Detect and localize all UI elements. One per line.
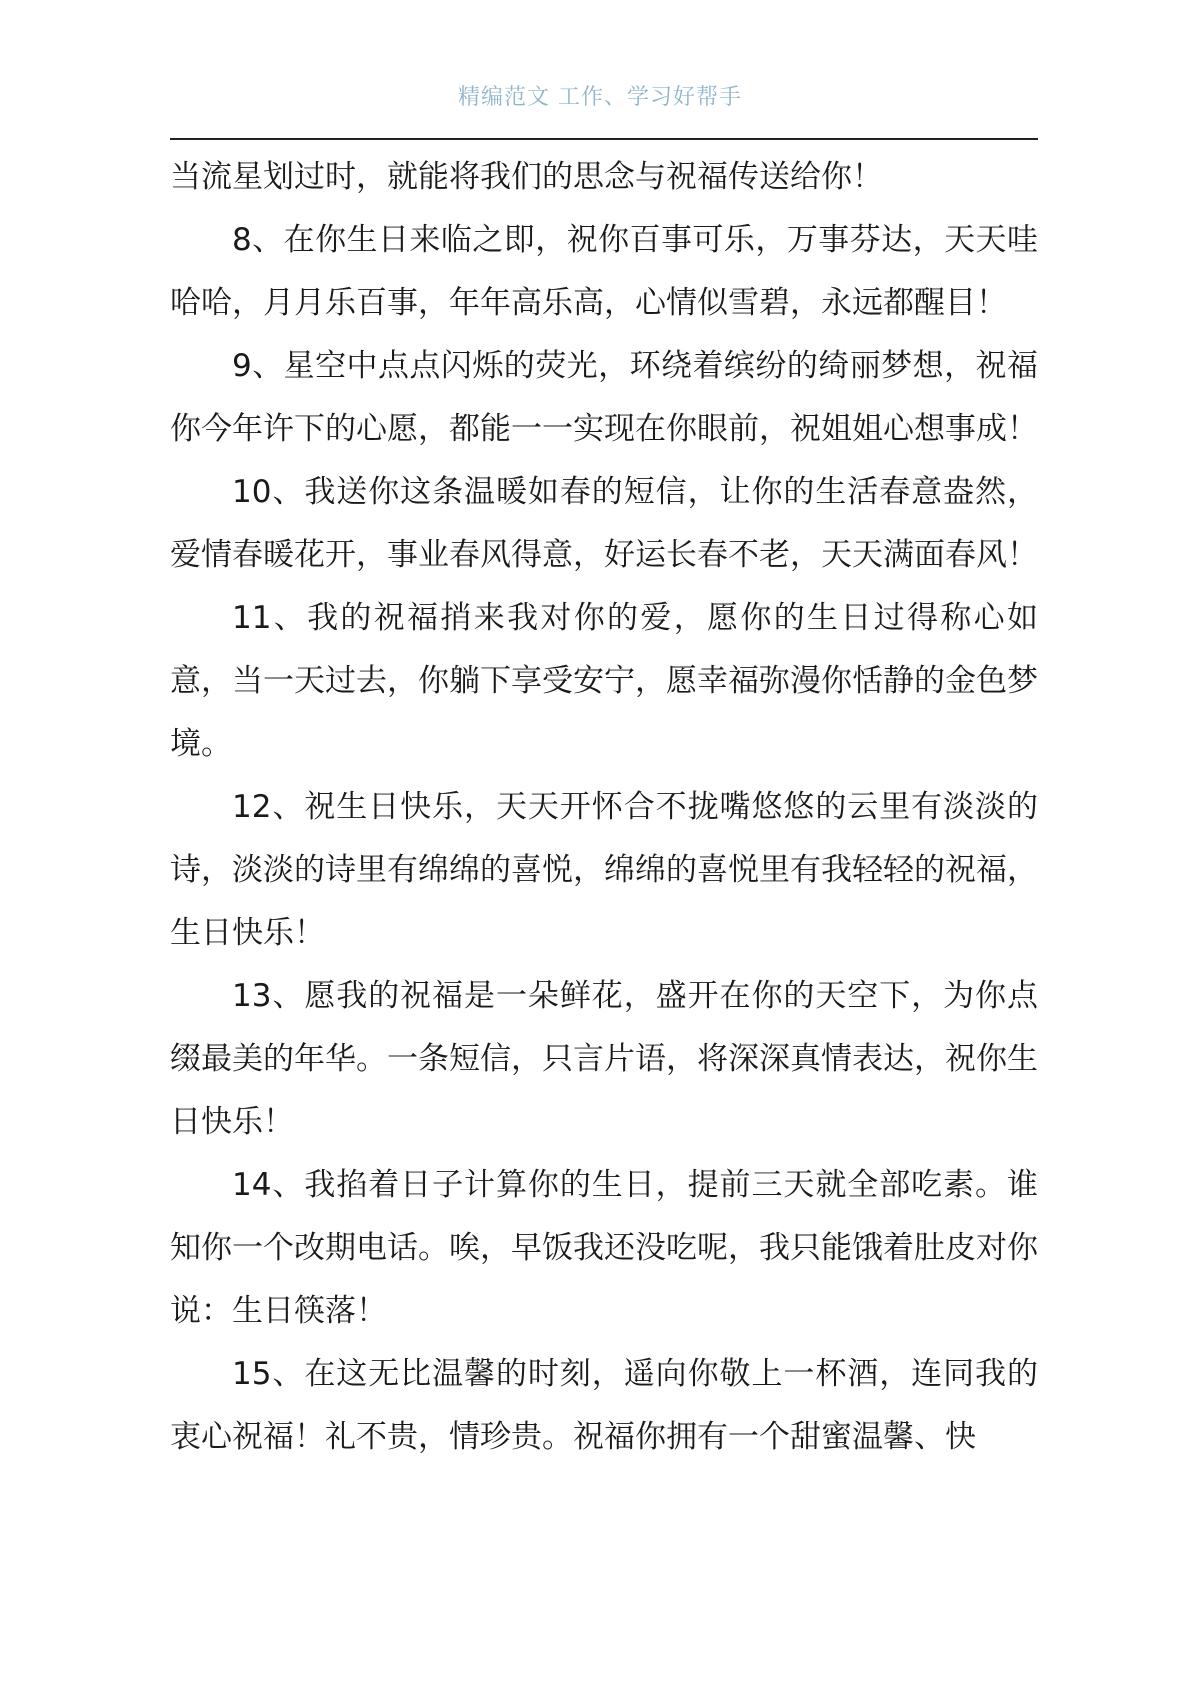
paragraph-12: 12、祝生日快乐，天天开怀合不拢嘴悠悠的云里有淡淡的诗，淡淡的诗里有绵绵的喜悦，绵绵的喜悦里有我轻轻的祝福，生日快乐！ [170,789,1038,951]
paragraph-14: 14、我掐着日子计算你的生日，提前三天就全部吃素。谁知你一个改期电话。唉，早饭我还没吃呢，我只能饿着肚皮对你说：生日筷落！ [170,1167,1038,1329]
paragraph-13: 13、愿我的祝福是一朵鲜花，盛开在你的天空下，为你点缀最美的年华。一条短信，只言片语，将深深真情表达，祝你生日快乐！ [170,978,1038,1140]
paragraph-10: 10、我送你这条温暖如春的短信，让你的生活春意盎然，爱情春暖花开，事业春风得意，好运长春不老，天天满面春风！ [170,474,1038,573]
paragraph-continuation: 当流星划过时，就能将我们的思念与祝福传送给你！ [170,159,883,195]
header-divider [170,138,1038,140]
paragraph-11: 11、我的祝福捎来我对你的爱，愿你的生日过得称心如意，当一天过去，你躺下享受安宁，愿幸福弥漫你恬静的金色梦境。 [170,600,1038,762]
page-header-title: 精编范文 工作、学习好帮手 [458,85,742,110]
paragraph-15: 15、在这无比温馨的时刻，遥向你敬上一杯酒，连同我的衷心祝福！礼不贵，情珍贵。祝福你拥有一个甜蜜温馨、快 [170,1356,1038,1455]
paragraph-9: 9、星空中点点闪烁的荧光，环绕着缤纷的绮丽梦想，祝福你今年许下的心愿，都能一一实现在你眼前，祝姐姐心想事成！ [170,348,1038,447]
document-body [170,146,1038,1469]
paragraph-8: 8、在你生日来临之即，祝你百事可乐，万事芬达，天天哇哈哈，月月乐百事，年年高乐高，心情似雪碧，永远都醒目！ [170,222,1038,321]
